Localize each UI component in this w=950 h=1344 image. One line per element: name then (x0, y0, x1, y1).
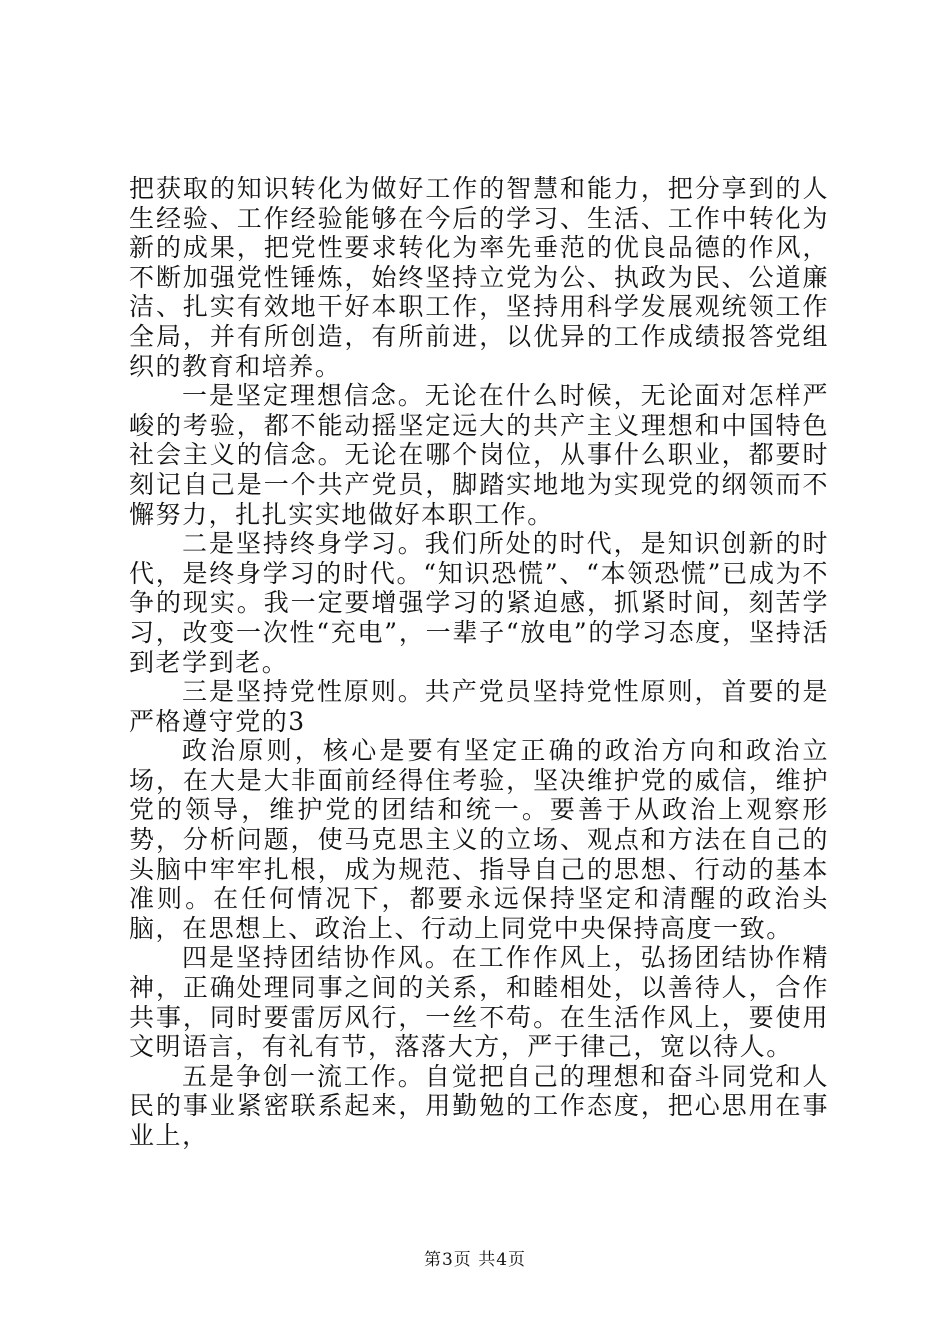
paragraph-ideal-belief: 一是坚定理想信念。无论在什么时候，无论面对怎样严峻的考验，都不能动摇坚定远大的共产主义理想和中国特色社会主义的信念。无论在哪个岗位，从事什么职业，都要时刻记自己是一个共产党员，脚踏实地地为实现党的纲领而不懈努力，扎扎实实地做好本职工作。 (129, 381, 829, 529)
paragraph-continuation: 把获取的知识转化为做好工作的智慧和能力，把分享到的人生经验、工作经验能够在今后的学习、生活、工作中转化为新的成果，把党性要求转化为率先垂范的优良品德的作风，不断加强党性锤炼，始终坚持立党为公、执政为民、公道廉洁、扎实有效地干好本职工作，坚持用科学发展观统领工作全局，并有所创造，有所前进，以优异的工作成绩报答党组织的教育和培养。 (129, 174, 829, 381)
paragraph-first-class-work: 五是争创一流工作。自觉把自己的理想和奋斗同党和人民的事业紧密联系起来，用勤勉的工作态度，把心思用在事业上， (129, 1061, 829, 1150)
page-number-footer: 第3页 共4页 (423, 1250, 527, 1270)
document-body (129, 174, 829, 1151)
paragraph-party-principle: 三是坚持党性原则。共产党员坚持党性原则，首要的是严格遵守党的3 (129, 677, 829, 736)
paragraph-political-principle: 政治原则，核心是要有坚定正确的政治方向和政治立场，在大是大非面前经得住考验，坚决维护党的威信，维护党的领导，维护党的团结和统一。要善于从政治上观察形势，分析问题，使马克思主义的立场、观点和方法在自己的头脑中牢牢扎根，成为规范、指导自己的思想、行动的基本准则。在任何情况下，都要永远保持坚定和清醒的政治头脑，在思想上、政治上、行动上同党中央保持高度一致。 (129, 736, 829, 943)
paragraph-lifelong-learning: 二是坚持终身学习。我们所处的时代，是知识创新的时代，是终身学习的时代。“知识恐慌”、“本领恐慌”已成为不争的现实。我一定要增强学习的紧迫感，抓紧时间，刻苦学习，改变一次性“充电”，一辈子“放电”的学习态度，坚持活到老学到老。 (129, 529, 829, 677)
paragraph-teamwork: 四是坚持团结协作风。在工作作风上，弘扬团结协作精神，正确处理同事之间的关系，和睦相处，以善待人，合作共事，同时要雷厉风行，一丝不苟。在生活作风上，要使用文明语言，有礼有节，落落大方，严于律己，宽以待人。 (129, 943, 829, 1062)
